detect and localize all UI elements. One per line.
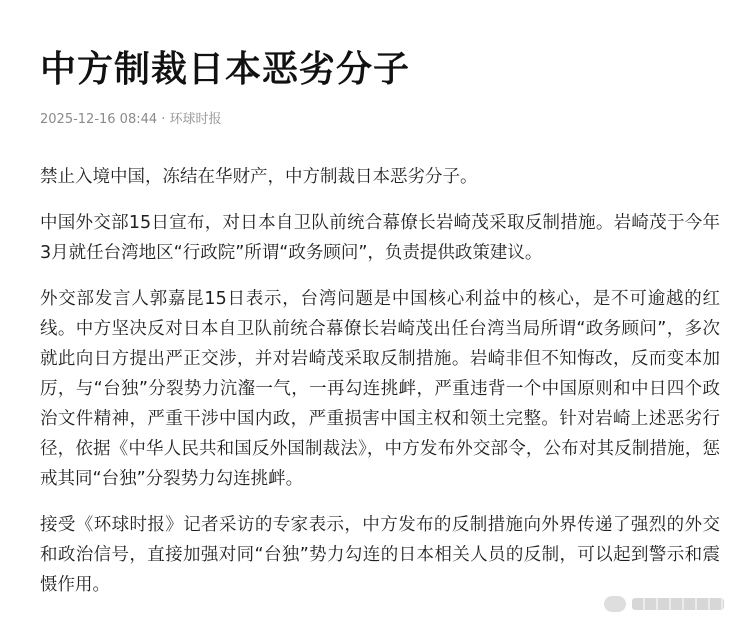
- article-paragraph: 接受《环球时报》记者采访的专家表示，中方发布的反制措施向外界传递了强烈的外交和政治信号，直接加强对同“台独”势力勾连的日本相关人员的反制，可以起到警示和震慑作用。: [40, 515, 720, 595]
- article-body: [40, 162, 720, 600]
- weibo-logo-icon: [604, 596, 626, 612]
- article-paragraph: 禁止入境中国，冻结在华财产，中方制裁日本恶劣分子。: [40, 167, 478, 187]
- article-paragraph: 中国外交部15日宣布，对日本自卫队前统合幕僚长岩崎茂采取反制措施。岩崎茂于今年3月就任台湾地区“行政院”所谓“政务顾问”，负责提供政策建议。: [40, 213, 720, 263]
- article-paragraph: 外交部发言人郭嘉昆15日表示，台湾问题是中国核心利益中的核心，是不可逾越的红线。中方坚决反对日本自卫队前统合幕僚长岩崎茂出任台湾当局所谓“政务顾问”，多次就此向日方提出严正交涉，并对岩崎茂采取反制措施。岩崎非但不知悔改，反而变本加厉，与“台独”分裂势力沆瀣一气，一再勾连挑衅，严重违背一个中国原则和中日四个政治文件精神，严重干涉中国内政，严重损害中国主权和领土完整。针对岩崎上述恶劣行径，依据《中华人民共和国反外国制裁法》，中方发布外交部令，公布对其反制措施，惩戒其同“台独”分裂势力勾连挑衅。: [40, 289, 720, 489]
- blurred-username: [632, 598, 724, 610]
- watermark: [604, 596, 724, 612]
- article-title: 中方制裁日本恶劣分子: [40, 49, 411, 90]
- article-meta: 2025-12-16 08:44 · 环球时报: [40, 112, 222, 127]
- article: [40, 44, 720, 616]
